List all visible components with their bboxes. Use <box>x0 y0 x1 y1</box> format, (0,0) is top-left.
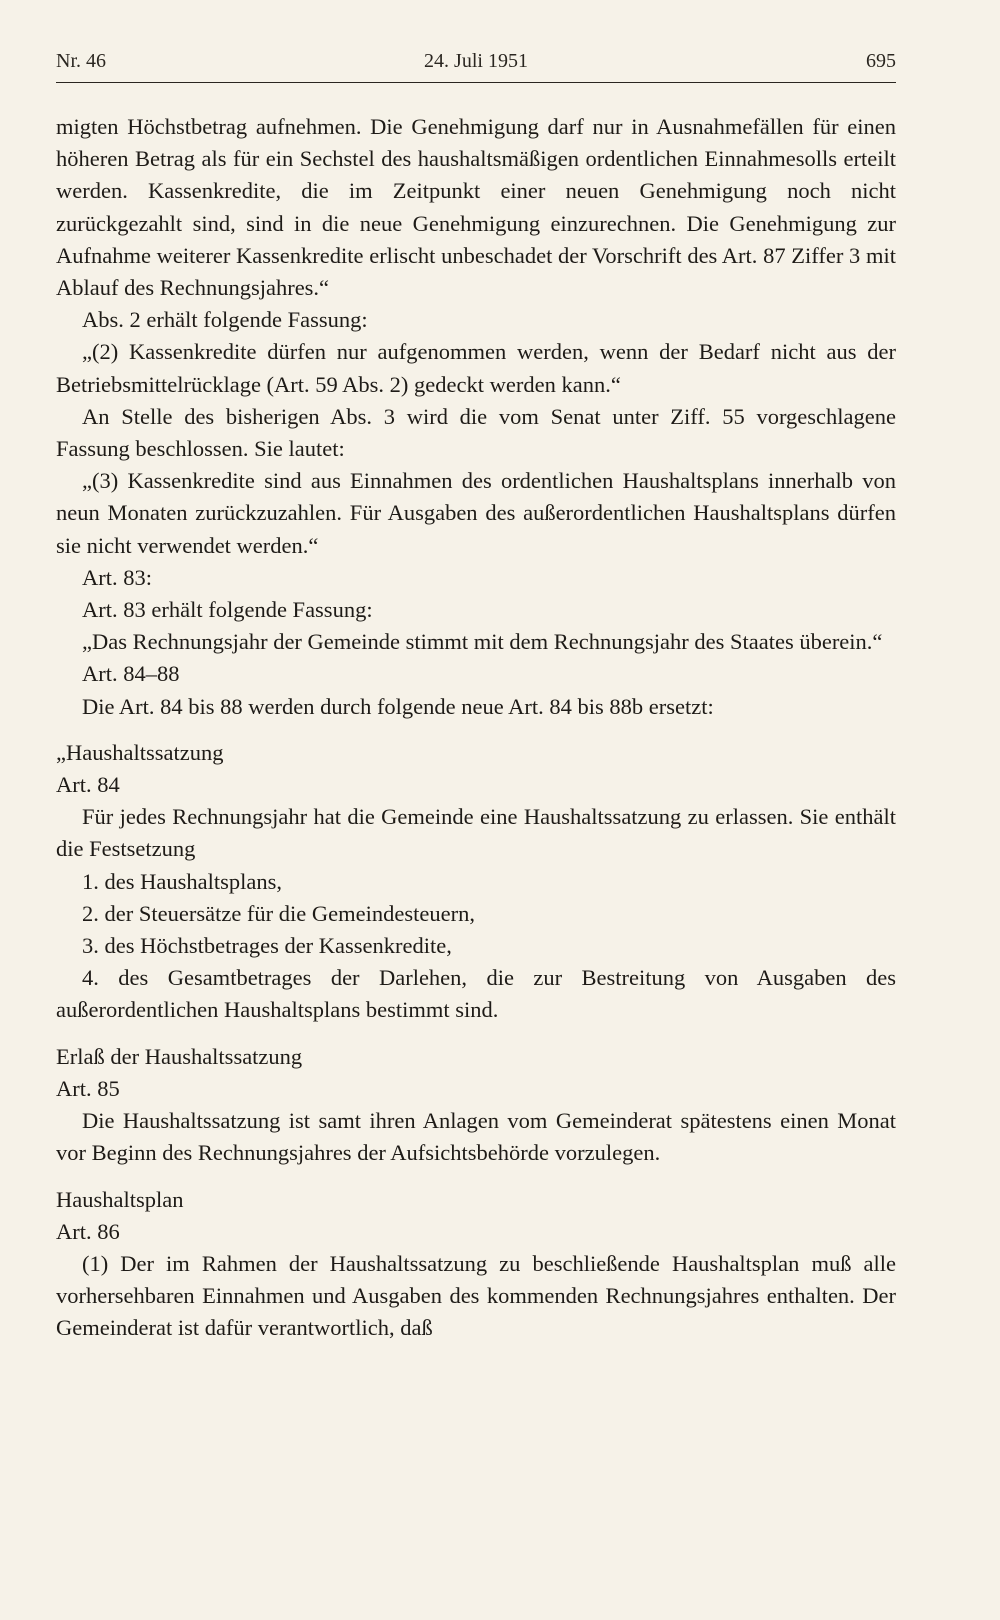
list-item: 2. der Steuersätze für die Gemeindesteuern, <box>82 900 475 926</box>
section-heading: Haushaltsplan <box>56 1186 184 1212</box>
section-heading: „Haushaltssatzung <box>56 739 224 765</box>
paragraph: migten Höchstbetrag aufnehmen. Die Genehmigung darf nur in Ausnahmefällen für einen höheren Betrag als für ein Sechstel des haushaltsmäßigen ordentlichen Einnahmesolls erteilt werden. Kassenkredite, die im Zeitpunkt einer neuen Genehmigung noch nicht zurückgezahlt sind, sind in die neue Genehmigung einzurechnen. Die Genehmigung zur Aufnahme weiterer Kassenkredite erlischt unbeschadet der Vorschrift des Art. 87 Ziffer 3 mit Ablauf des Rechnungsjahres.“ <box>56 114 896 301</box>
issue-date: 24. Juli 1951 <box>424 50 528 72</box>
section-heading: Erlaß der Haushaltssatzung <box>56 1043 303 1069</box>
paragraph: Abs. 2 erhält folgende Fassung: <box>82 307 368 333</box>
list-item: 1. des Haushaltsplans, <box>82 868 282 894</box>
list-item: 3. des Höchstbetrages der Kassenkredite, <box>82 933 452 959</box>
article-number: Art. 84 <box>56 772 120 798</box>
paragraph: „Das Rechnungsjahr der Gemeinde stimmt mit dem Rechnungsjahr des Staates überein.“ <box>82 629 883 655</box>
page-header <box>56 40 896 83</box>
page-number: 695 <box>866 50 896 72</box>
paragraph: Art. 83 erhält folgende Fassung: <box>82 597 373 623</box>
list-item: 4. des Gesamtbetrages der Darlehen, die zur Bestreitung von Ausgaben des außerordentlichen Haushaltsplans bestimmt sind. <box>56 965 896 1023</box>
article-number: Art. 86 <box>56 1218 120 1244</box>
issue-number: Nr. 46 <box>56 50 106 72</box>
paragraph: Die Art. 84 bis 88 werden durch folgende neue Art. 84 bis 88b ersetzt: <box>82 693 714 719</box>
article-number: Art. 85 <box>56 1075 120 1101</box>
paragraph: „(3) Kassenkredite sind aus Einnahmen des ordentlichen Haushaltsplans innerhalb von neun Monaten zurückzuzahlen. Für Ausgaben des außerordentlichen Haushaltsplans dürfen sie nicht verwendet werden.“ <box>56 468 896 558</box>
paragraph: (1) Der im Rahmen der Haushaltssatzung zu beschließende Haushaltsplan muß alle vorhersehbaren Einnahmen und Ausgaben des kommenden Rechnungsjahres enthalten. Der Gemeinderat ist dafür verantwortlich, daß <box>56 1250 896 1341</box>
paragraph: Die Haushaltssatzung ist samt ihren Anlagen vom Gemeinderat spätestens einen Monat vor Beginn des Rechnungsjahres der Aufsichtsbehörde vorzulegen. <box>56 1108 896 1166</box>
paragraph: Für jedes Rechnungsjahr hat die Gemeinde eine Haushaltssatzung zu erlassen. Sie enthält die Festsetzung <box>56 804 896 862</box>
page-body <box>56 111 896 1345</box>
paragraph: An Stelle des bisherigen Abs. 3 wird die vom Senat unter Ziff. 55 vorgeschlagene Fassung beschlossen. Sie lautet: <box>56 403 896 462</box>
paragraph: Art. 84–88 <box>82 661 180 687</box>
paragraph: „(2) Kassenkredite dürfen nur aufgenommen werden, wenn der Bedarf nicht aus der Betriebsmittelrücklage (Art. 59 Abs. 2) gedeckt werden kann.“ <box>56 339 896 397</box>
document-page <box>56 40 896 1345</box>
paragraph: Art. 83: <box>82 564 152 590</box>
